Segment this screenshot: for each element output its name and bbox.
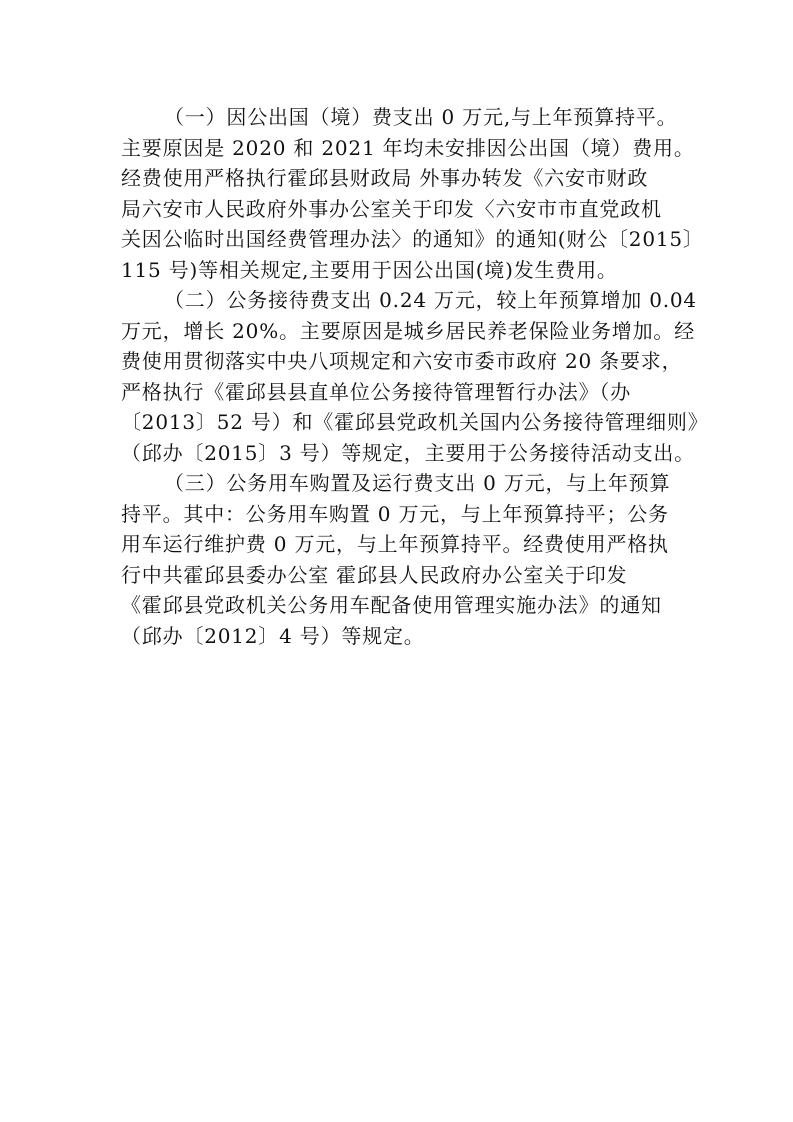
paragraph-official-vehicle-expense — [121, 468, 681, 651]
paragraph-line: 费使用贯彻落实中央八项规定和六安市委市政府 20 条要求， — [121, 349, 683, 373]
paragraph-line: 严格执行《霍邱县县直单位公务接待管理暂行办法》（办 — [121, 379, 631, 404]
paragraph-line: （一）因公出国（境）费支出 0 万元,与上年预算持平。 — [164, 105, 678, 129]
paragraph-line: 《霍邱县党政机关公务用车配备使用管理实施办法》的通知 — [121, 593, 662, 617]
paragraph-line: 持平。其中：公务用车购置 0 万元，与上年预算持平；公务 — [121, 501, 669, 526]
paragraph-line: 主要原因是 2020 和 2021 年均未安排因公出国（境）费用。 — [121, 135, 695, 160]
paragraph-line: （邱办〔2015〕3 号）等规定，主要用于公务接待活动支出。 — [121, 440, 695, 465]
paragraph-line: 局六安市人民政府外事办公室关于印发〈六安市市直党政机 — [121, 196, 662, 221]
paragraph-line: 关因公临时出国经费管理办法〉的通知》的通知(财公〔2015〕 — [121, 227, 704, 251]
paragraph-line: （三）公务用车购置及运行费支出 0 万元，与上年预算 — [164, 471, 671, 495]
paragraph-line: 〔2013〕52 号）和《霍邱县党政机关国内公务接待管理细则》 — [121, 410, 709, 434]
paragraph-public-overseas-expense — [121, 102, 704, 285]
paragraph-line: 经费使用严格执行霍邱县财政局 外事办转发《六安市财政 — [121, 166, 649, 190]
paragraph-line: 115 号)等相关规定,主要用于因公出国(境)发生费用。 — [121, 257, 618, 282]
document-body — [121, 102, 709, 651]
paragraph-line: （邱办〔2012〕4 号）等规定。 — [121, 623, 425, 648]
paragraph-line: 行中共霍邱县委办公室 霍邱县人民政府办公室关于印发 — [121, 562, 628, 587]
paragraph-official-reception-expense — [121, 285, 709, 468]
paragraph-line: 用车运行维护费 0 万元，与上年预算持平。经费使用严格执 — [121, 532, 669, 556]
paragraph-line: 万元，增长 20%。主要原因是城乡居民养老保险业务增加。经 — [121, 318, 696, 343]
paragraph-line: （二）公务接待费支出 0.24 万元，较上年预算增加 0.04 — [164, 288, 697, 312]
